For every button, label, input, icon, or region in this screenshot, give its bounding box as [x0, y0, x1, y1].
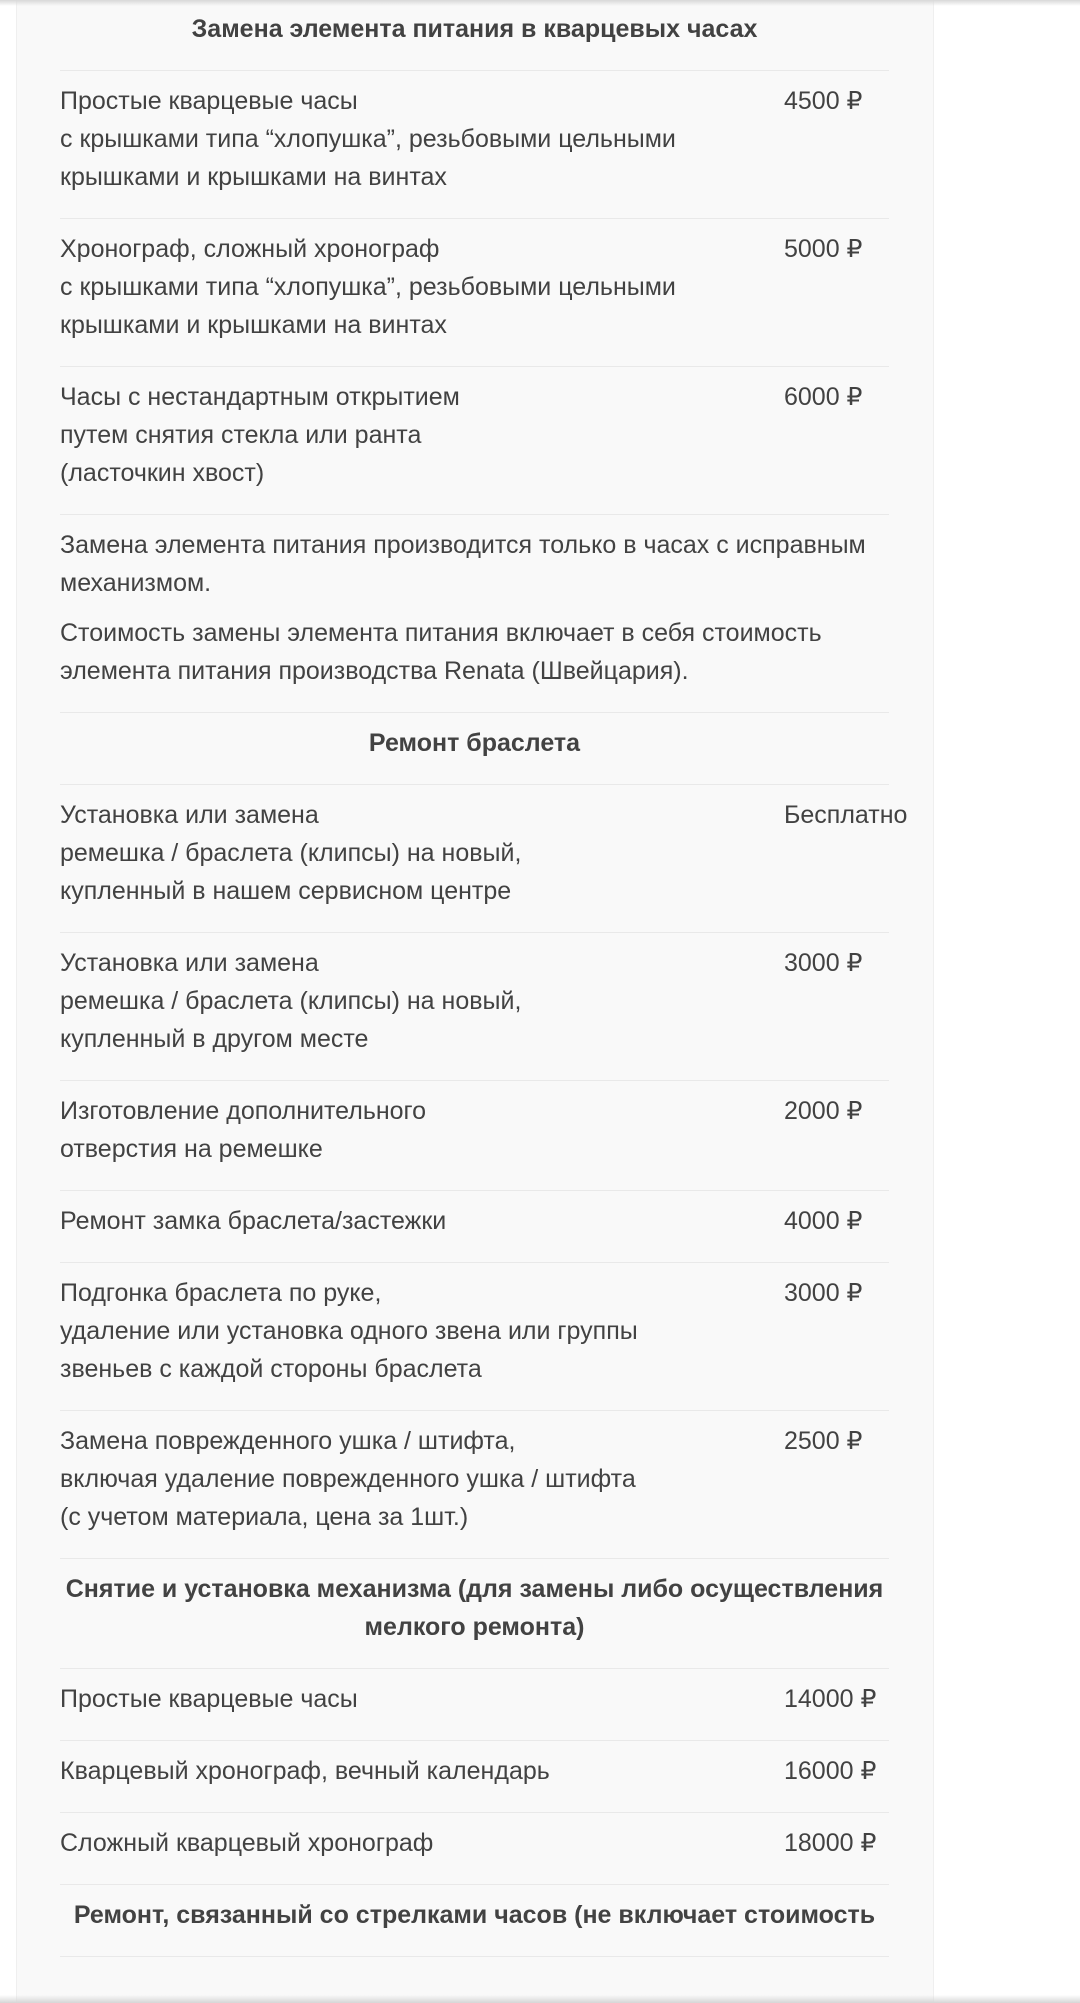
- price-row: [60, 1081, 889, 1191]
- row-price: 4000 ₽: [784, 1207, 863, 1235]
- row-line: купленный в нашем сервисном центре: [60, 877, 512, 905]
- row-price: 2000 ₽: [784, 1097, 863, 1125]
- row-line: Установка или замена: [60, 801, 319, 829]
- top-shadow: [0, 0, 1080, 6]
- price-row: [60, 219, 889, 367]
- row-price: 5000 ₽: [784, 235, 863, 263]
- row-description: [60, 944, 770, 1058]
- price-row: [60, 933, 889, 1081]
- row-line: купленный в другом месте: [60, 1025, 369, 1053]
- row-price: 3000 ₽: [784, 949, 863, 977]
- row-description: [60, 1422, 770, 1536]
- row-line: Подгонка браслета по руке,: [60, 1279, 382, 1307]
- row-line: (с учетом материала, цена за 1шт.): [60, 1503, 469, 1531]
- price-row: [60, 1741, 889, 1813]
- price-row: [60, 1669, 889, 1741]
- row-description: [60, 796, 770, 910]
- row-line: ремешка / браслета (клипсы) на новый,: [60, 987, 522, 1015]
- row-price: Бесплатно: [784, 801, 908, 829]
- row-line: Ремонт замка браслета/застежки: [60, 1207, 447, 1235]
- row-line: включая удаление поврежденного ушка / штифта: [60, 1465, 636, 1493]
- row-description: [60, 1752, 770, 1790]
- row-description: [60, 1202, 770, 1240]
- price-row: [60, 1191, 889, 1263]
- section-title-hands: Ремонт, связанный со стрелками часов (не включает стоимость: [60, 1885, 889, 1957]
- price-list: [60, 0, 908, 1957]
- section-title-battery: Замена элемента питания в кварцевых часах: [60, 0, 889, 71]
- row-line: звеньев с каждой стороны браслета: [60, 1355, 482, 1383]
- row-description: [60, 1824, 770, 1862]
- row-line: путем снятия стекла или ранта: [60, 421, 422, 449]
- section-title-bracelet: Ремонт браслета: [60, 713, 889, 785]
- row-price: 14000 ₽: [784, 1685, 877, 1713]
- price-row: [60, 1813, 889, 1885]
- battery-notes: [60, 515, 889, 713]
- row-line: Простые кварцевые часы: [60, 1685, 358, 1713]
- price-row: [60, 71, 889, 219]
- row-description: [60, 230, 770, 344]
- row-price: 16000 ₽: [784, 1757, 877, 1785]
- row-line: Установка или замена: [60, 949, 319, 977]
- row-line: Кварцевый хронограф, вечный календарь: [60, 1757, 550, 1785]
- note-text: Стоимость замены элемента питания включает в себя стоимость элемента питания производства Renata (Швейцария).: [60, 619, 822, 685]
- price-row: [60, 785, 908, 933]
- price-row: [60, 1411, 889, 1559]
- row-line: крышками и крышками на винтах: [60, 311, 447, 339]
- row-line: Изготовление дополнительного: [60, 1097, 427, 1125]
- title-line: Снятие и установка механизма (для замены либо осуществления: [65, 1575, 884, 1603]
- row-line: крышками и крышками на винтах: [60, 163, 447, 191]
- row-price: 4500 ₽: [784, 87, 863, 115]
- row-description: [60, 1680, 770, 1718]
- price-row: [60, 367, 889, 515]
- row-line: Хронограф, сложный хронограф: [60, 235, 440, 263]
- row-price: 2500 ₽: [784, 1427, 863, 1455]
- row-description: [60, 378, 770, 492]
- row-line: удаление или установка одного звена или группы: [60, 1317, 638, 1345]
- row-description: [60, 82, 770, 196]
- row-description: [60, 1092, 770, 1168]
- row-description: [60, 1274, 770, 1388]
- section-title-movement: [60, 1559, 889, 1669]
- row-line: Часы с нестандартным открытием: [60, 383, 460, 411]
- row-line: ремешка / браслета (клипсы) на новый,: [60, 839, 522, 867]
- row-price: 6000 ₽: [784, 383, 863, 411]
- row-line: с крышками типа “хлопушка”, резьбовыми цельными: [60, 125, 676, 153]
- bottom-shadow: [0, 1995, 1080, 2003]
- row-line: Простые кварцевые часы: [60, 87, 358, 115]
- row-line: Замена поврежденного ушка / штифта,: [60, 1427, 516, 1455]
- row-line: с крышками типа “хлопушка”, резьбовыми цельными: [60, 273, 676, 301]
- row-price: 18000 ₽: [784, 1829, 877, 1857]
- row-line: (ласточкин хвост): [60, 459, 265, 487]
- title-line: мелкого ремонта): [364, 1613, 585, 1641]
- row-line: отверстия на ремешке: [60, 1135, 323, 1163]
- row-price: 3000 ₽: [784, 1279, 863, 1307]
- row-line: Сложный кварцевый хронограф: [60, 1829, 434, 1857]
- price-row: [60, 1263, 889, 1411]
- note-text: Замена элемента питания производится только в часах с исправным механизмом.: [60, 531, 866, 597]
